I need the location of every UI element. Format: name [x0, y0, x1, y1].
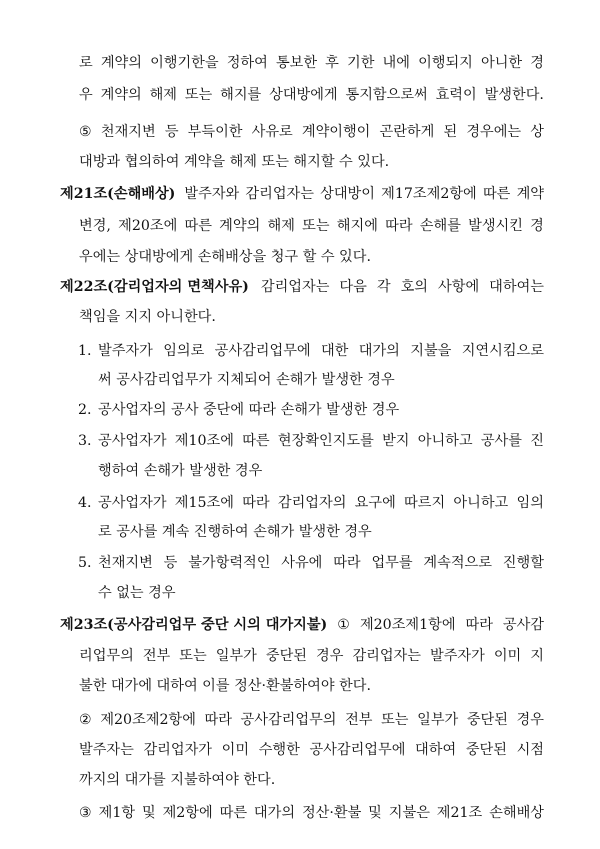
text-line: ② 제20조제2항에 따라 공사감리업무의 전부 또는 일부가 중단된 경우	[79, 712, 544, 728]
text-line: 리업무의 전부 또는 일부가 중단된 경우 감리업자는 발주자가 이미 지	[79, 648, 544, 664]
item-number: 3.	[78, 433, 92, 449]
item-number: 1.	[78, 343, 92, 359]
text-line: 공사업자가 제10조에 따른 현장확인지도를 받지 아니하고 공사를 진	[98, 433, 544, 449]
text-line: 대방과 협의하여 계약을 해제 또는 해지할 수 있다.	[79, 154, 390, 170]
article-22-heading-line	[60, 271, 544, 303]
text-line: 변경, 제20조에 따른 계약의 해제 또는 해지에 따라 손해를 발생시킨 경	[79, 218, 544, 234]
article-title: 제22조(감리업자의 면책사유)	[60, 279, 249, 295]
item-number: 2.	[78, 402, 92, 418]
text-line: 천재지변 등 불가항력적인 사유에 따라 업무를 계속적으로 진행할	[98, 555, 544, 571]
text-line: 우에는 상대방에게 손해배상을 청구 할 수 있다.	[79, 249, 371, 265]
article-title: 제23조(공사감리업무 중단 시의 대가지불)	[60, 617, 328, 633]
item-number: 5.	[78, 555, 92, 571]
text-line: 공사업자의 공사 중단에 따라 손해가 발생한 경우	[98, 402, 400, 418]
article-title: 제21조(손해배상)	[60, 186, 176, 202]
text-line: 책임을 지지 아니한다.	[79, 309, 216, 325]
text-line: 공사업자가 제15조에 따라 감리업자의 요구에 따르지 아니하고 임의	[98, 495, 544, 511]
item-number: 4.	[78, 495, 92, 511]
text-line: 까지의 대가를 지불하여야 한다.	[79, 772, 276, 788]
text-line: ① 제20조제1항에 따라 공사감	[337, 617, 544, 633]
text-line: 발주자는 감리업자가 이미 수행한 공사감리업무에 대하여 중단된 시점	[79, 742, 544, 758]
text-line: 수 없는 경우	[98, 585, 176, 601]
text-line: 행하여 손해가 발생한 경우	[98, 463, 263, 479]
text-line: 우 계약의 해제 또는 해지를 상대방에게 통지함으로써 효력이 발생한다.	[79, 87, 544, 103]
text-line: 감리업자는 다음 각 호의 사항에 대하여는	[260, 279, 544, 295]
article-23-heading-line	[60, 609, 544, 641]
text-line: 불한 대가에 대하여 이를 정산·환불하여야 한다.	[79, 678, 371, 694]
text-line: ③ 제1항 및 제2항에 따른 대가의 정산·환불 및 지불은 제21조 손해배상	[79, 805, 544, 821]
text-line: 발주자가 임의로 공사감리업무에 대한 대가의 지불을 지연시킴으로	[98, 343, 544, 359]
article-21-heading-line	[60, 178, 544, 210]
text-line: 써 공사감리업무가 지체되어 손해가 발생한 경우	[98, 372, 395, 388]
text-line: 발주자와 감리업자는 상대방이 제17조제2항에 따른 계약	[184, 186, 544, 202]
text-line: 로 계약의 이행기한을 정하여 통보한 후 기한 내에 이행되지 아니한 경	[79, 55, 544, 71]
text-line: 로 공사를 계속 진행하여 손해가 발생한 경우	[98, 524, 372, 540]
text-line: ⑤ 천재지변 등 부득이한 사유로 계약이행이 곤란하게 된 경우에는 상	[79, 124, 544, 140]
